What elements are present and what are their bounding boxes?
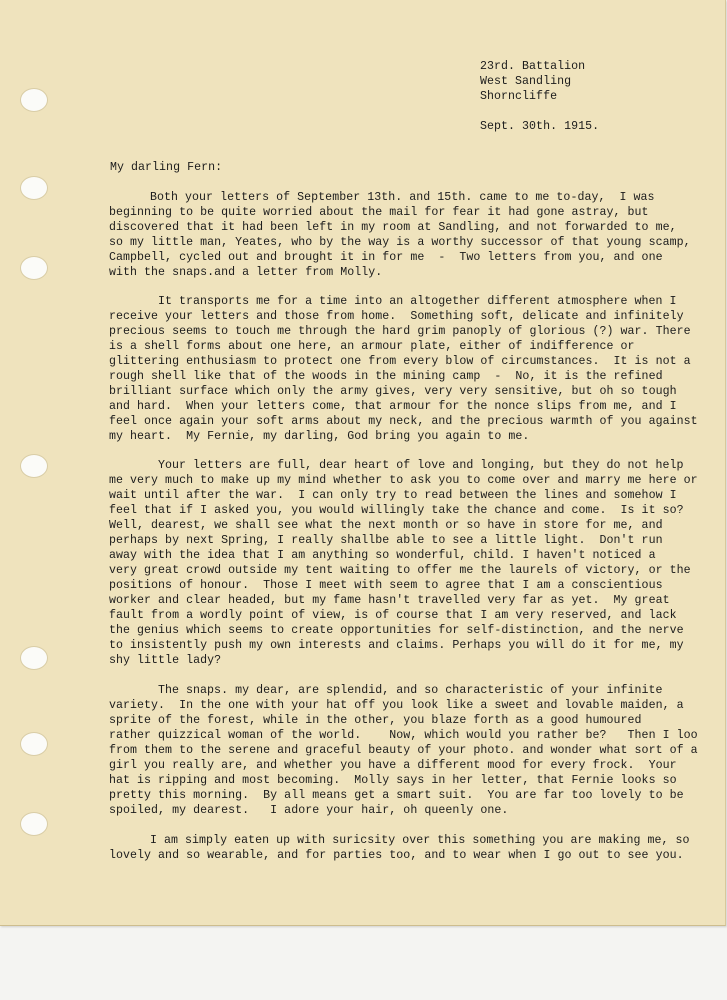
body-line: to insistently push my own interests and claims. Perhaps you will do it for me, my xyxy=(109,639,684,652)
address-line: 23rd. Battalion xyxy=(480,60,586,73)
body-line: rough shell like that of the woods in the mining camp - No, it is the refined xyxy=(109,370,663,383)
body-line: girl you really are, and whether you have a different mood for every frock. Your xyxy=(109,759,677,772)
body-line: precious seems to touch me through the hard grim panoply of glorious (?) war. There xyxy=(109,325,691,338)
body-line: and hard. When your letters come, that armour for the nonce slips from me, and I xyxy=(109,400,677,413)
body-line: with the snaps.and a letter from Molly. xyxy=(109,266,383,279)
body-line: is a shell forms about one here, an armour plate, either of indifference or xyxy=(109,340,635,353)
body-line: brilliant surface which only the army gives, very very sensitive, but oh so tough xyxy=(109,385,677,398)
punch-hole xyxy=(20,646,48,670)
body-line: from them to the serene and graceful beauty of your photo. and wonder what sort of a xyxy=(109,744,698,757)
body-line: my heart. My Fernie, my darling, God bring you again to me. xyxy=(109,430,530,443)
address-line: West Sandling xyxy=(480,75,572,88)
body-line: fault from a wordly point of view, is of course that I am very reserved, and lack xyxy=(109,609,677,622)
punch-hole xyxy=(20,812,48,836)
body-line: the genius which seems to create opportunities for self-distinction, and the nerve xyxy=(109,624,684,637)
body-line: Campbell, cycled out and brought it in for me - Two letters from you, and one xyxy=(109,251,663,264)
body-line: Well, dearest, we shall see what the next month or so have in store for me, and xyxy=(109,519,663,532)
body-line: beginning to be quite worried about the mail for fear it had gone astray, but xyxy=(109,206,649,219)
body-line: feel that if I asked you, you would willingly take the chance and come. Is it so? xyxy=(109,504,684,517)
body-line: variety. In the one with your hat off you look like a sweet and lovable maiden, a xyxy=(109,699,684,712)
body-line: worker and clear headed, but my fame hasn't travelled very far as yet. My great xyxy=(109,594,670,607)
body-line: feel once again your soft arms about my neck, and the precious warmth of you against xyxy=(109,415,698,428)
body-line: spoiled, my dearest. I adore your hair, oh queenly one. xyxy=(109,804,509,817)
body-line: shy little lady? xyxy=(109,654,222,667)
body-line: Both your letters of September 13th. and 15th. came to me to-day, I was xyxy=(150,191,655,204)
body-line: glittering enthusiasm to protect one from every blow of circumstances. It is not a xyxy=(109,355,691,368)
letter-date: Sept. 30th. 1915. xyxy=(480,120,600,133)
body-line: away with the idea that I am anything so wonderful, child. I haven't noticed a xyxy=(109,549,656,562)
body-line: very great crowd outside my tent waiting to offer me the laurels of victory, or the xyxy=(109,564,691,577)
body-line: sprite of the forest, while in the other, you blaze forth as a good humoured xyxy=(109,714,642,727)
body-line: The snaps. my dear, are splendid, and so characteristic of your infinite xyxy=(158,684,663,697)
body-line: receive your letters and those from home. Something soft, delicate and infinitely xyxy=(109,310,684,323)
body-line: me very much to make up my mind whether to ask you to come over and marry me here or xyxy=(109,474,698,487)
address-line: Shorncliffe xyxy=(480,90,558,103)
body-line: Your letters are full, dear heart of love and longing, but they do not help xyxy=(158,459,684,472)
body-line: pretty this morning. By all means get a smart suit. You are far too lovely to be xyxy=(109,789,684,802)
body-line: so my little man, Yeates, who by the way is a worthy successor of that young scamp, xyxy=(109,236,691,249)
body-line: discovered that it had been left in my room at Sandling, and not forwarded to me, xyxy=(109,221,677,234)
body-line: rather quizzical woman of the world. Now, which would you rather be? Then I loo xyxy=(109,729,698,742)
punch-hole xyxy=(20,454,48,478)
punch-hole xyxy=(20,176,48,200)
body-line: I am simply eaten up with suricsity over this something you are making me, so xyxy=(150,834,690,847)
body-line: positions of honour. Those I meet with seem to agree that I am a conscientious xyxy=(109,579,663,592)
salutation: My darling Fern: xyxy=(110,161,223,174)
body-line: lovely and so wearable, and for parties too, and to wear when I go out to see you. xyxy=(109,849,684,862)
punch-hole xyxy=(20,88,48,112)
punch-hole xyxy=(20,732,48,756)
body-line: hat is ripping and most becoming. Molly says in her letter, that Fernie looks so xyxy=(109,774,677,787)
body-line: wait until after the war. I can only try to read between the lines and somehow I xyxy=(109,489,677,502)
body-line: perhaps by next Spring, I really shallbe able to see a little light. Don't run xyxy=(109,534,663,547)
body-line: It transports me for a time into an altogether different atmosphere when I xyxy=(158,295,677,308)
punch-hole xyxy=(20,256,48,280)
